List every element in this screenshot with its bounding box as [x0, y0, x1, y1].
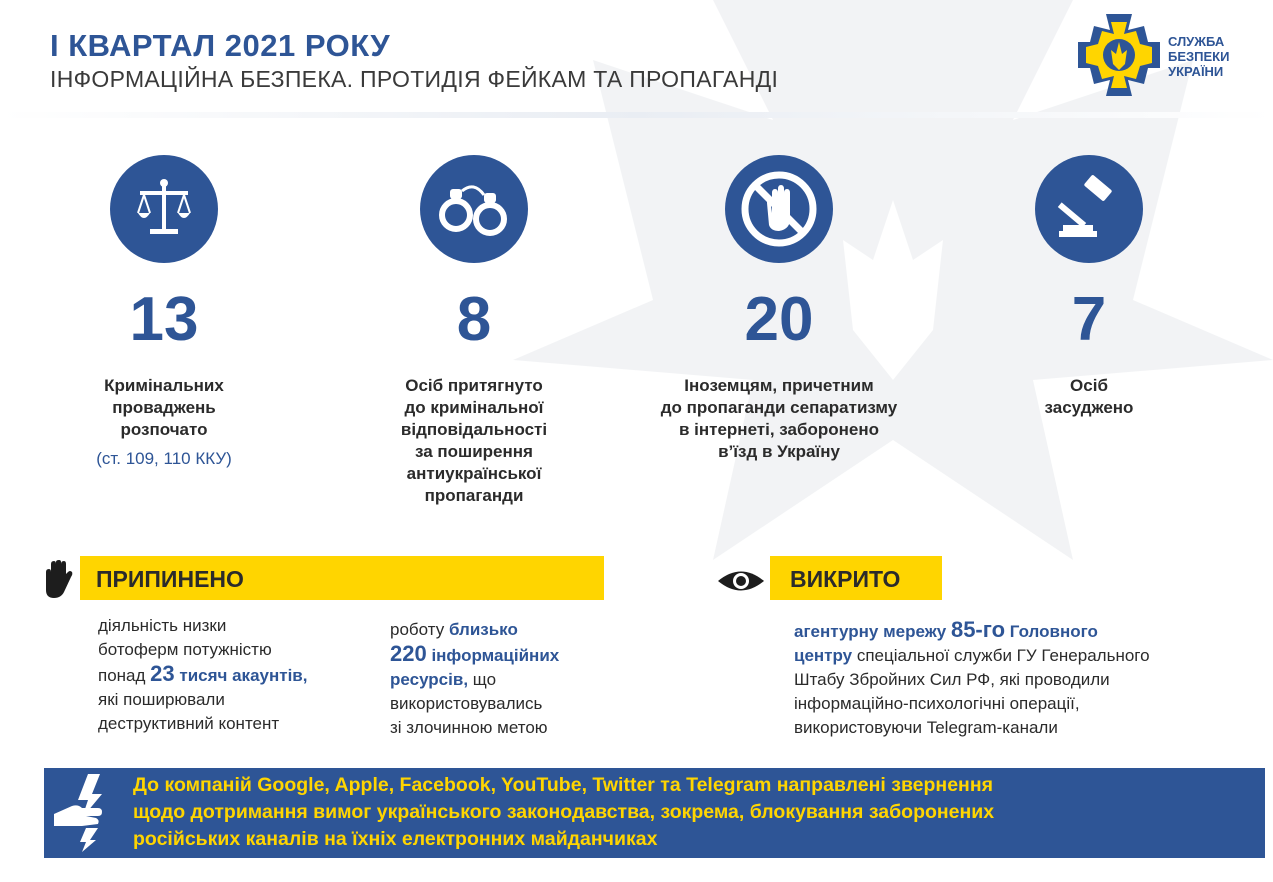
- scales-icon: [110, 155, 218, 263]
- stat-description: Кримінальних проваджень розпочато: [104, 376, 224, 439]
- stat-value: 8: [456, 285, 492, 354]
- stat-value: 13: [129, 285, 199, 354]
- stat-criminal-proceedings: [14, 155, 314, 469]
- stat-value: 7: [1071, 285, 1107, 354]
- exposed-network-text: агентурну мережу 85-го Головного центру спеціальної служби ГУ Генерального Штабу Збройних Сил РФ, які проводили інформаційно-психологічні операції, використовуючи Telegram-канали: [794, 617, 1150, 737]
- stat-persons-convicted: [939, 155, 1239, 419]
- hand-lightning-icon: [52, 774, 114, 852]
- header-divider: [0, 112, 1273, 118]
- gavel-icon: [1035, 155, 1143, 263]
- stat-foreigners-banned: [629, 155, 929, 463]
- page-subtitle: ІНФОРМАЦІЙНА БЕЗПЕКА. ПРОТИДІЯ ФЕЙКАМ ТА ПРОПАГАНДІ: [50, 66, 779, 92]
- exposed-label: ВИКРИТО: [790, 566, 901, 592]
- stopped-botfarms-text: діяльність низки ботоферм потужністю понад 23 тисяч акаунтів, які поширювали деструктивний контент: [98, 616, 308, 733]
- stat-description: Осіб притягнуто до кримінальної відповідальності за поширення антиукраїнської пропаганди: [400, 376, 548, 505]
- stat-note: (ст. 109, 110 ККУ): [96, 449, 232, 468]
- stat-value: 20: [744, 285, 814, 354]
- bottom-appeal-text: До компаній Google, Apple, Facebook, YouTube, Twitter та Telegram направлені звернення щодо дотримання вимог українського законодавства, зокрема, блокування заборонених російських каналів на їхніх електронних майданчиках: [133, 774, 995, 850]
- stat-description: Іноземцям, причетним до пропаганди сепаратизму в інтернеті, заборонено в’їзд в Україну: [660, 376, 898, 461]
- stat-description: Осіб засуджено: [1044, 376, 1134, 417]
- page-title: І КВАРТАЛ 2021 РОКУ: [50, 28, 391, 63]
- stop-hand-icon: [725, 155, 833, 263]
- sbu-logo-icon: [1078, 14, 1160, 96]
- stat-persons-prosecuted: [324, 155, 624, 507]
- eye-icon: [716, 568, 766, 594]
- sbu-logo-text: СЛУЖБА БЕЗПЕКИ УКРАЇНИ: [1168, 34, 1230, 79]
- stopped-label: ПРИПИНЕНО: [96, 566, 244, 592]
- stopped-resources-text: роботу близько 220 інформаційних ресурсів, що використовувались зі злочинною метою: [390, 620, 560, 737]
- handcuffs-icon: [420, 155, 528, 263]
- stop-palm-icon: [42, 560, 74, 600]
